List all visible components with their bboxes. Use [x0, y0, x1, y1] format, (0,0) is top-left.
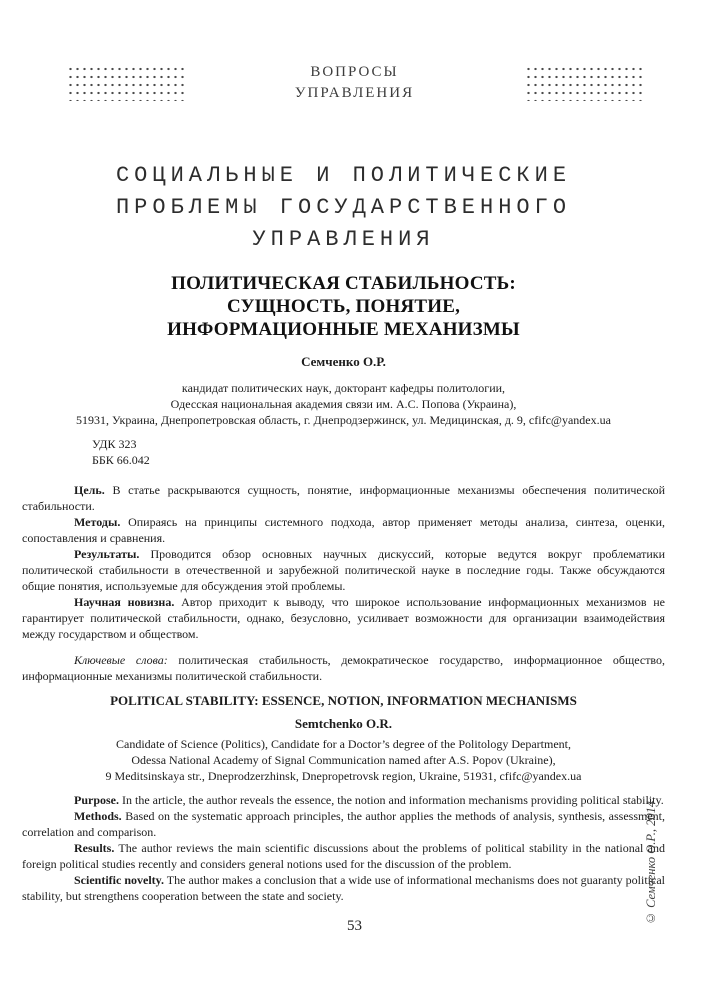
abstract-lead: Scientific novelty. — [74, 873, 164, 887]
section-title-line: ПРОБЛЕМЫ ГОСУДАРСТВЕННОГО — [115, 195, 572, 220]
journal-header — [0, 0, 709, 104]
abstract-lead: Цель. — [74, 483, 105, 497]
abstract-lead: Purpose. — [74, 793, 119, 807]
affiliation-line: 9 Meditsinskaya str., Dneprodzerzhinsk, Dnepropetrovsk region, Ukraine, 51931, cfifc@yandex.ua — [105, 769, 582, 783]
article-content — [0, 160, 709, 904]
bbk-code: ББК 66.042 — [92, 453, 150, 467]
affiliation-line: кандидат политических наук, докторант кафедры политологии, — [181, 381, 506, 395]
abstract-text: Опираясь на принципы системного подхода, автор применяет методы анализа, синтеза, оценки, сопоставления и сравнения. — [22, 515, 665, 545]
affiliation-line: Candidate of Science (Politics), Candidate for a Doctor’s degree of the Politology Department, — [116, 737, 571, 751]
abstract-paragraph-purpose-en — [22, 792, 665, 808]
keywords-label: Ключевые слова: — [74, 653, 168, 667]
article-title-en: POLITICAL STABILITY: ESSENCE, NOTION, INFORMATION MECHANISMS — [110, 693, 577, 708]
abstract-lead: Methods. — [74, 809, 122, 823]
author-en: Semtchenko O.R. — [294, 716, 393, 731]
abstract-text: В статье раскрываются сущность, понятие, информационные механизмы обеспечения политической стабильности. — [22, 483, 666, 513]
affiliation-en — [22, 736, 665, 784]
udk-code: УДК 323 — [92, 437, 137, 451]
author-ru: Семченко О.Р. — [301, 354, 386, 369]
journal-title-line2: УПРАВЛЕНИЯ — [294, 85, 415, 101]
keywords-text: политическая стабильность, демократическое государство, информационное общество, информационные механизмы политической стабильности. — [22, 653, 666, 683]
keywords-ru — [22, 652, 665, 684]
abstract-lead: Результаты. — [74, 547, 140, 561]
section-title-line: СОЦИАЛЬНЫЕ И ПОЛИТИЧЕСКИЕ — [115, 163, 572, 188]
abstract-paragraph-results-ru — [22, 546, 665, 594]
affiliation-ru — [22, 380, 665, 428]
abstract-lead: Методы. — [74, 515, 121, 529]
abstract-paragraph-results-en — [22, 840, 665, 872]
abstract-lead: Results. — [74, 841, 115, 855]
section-title — [22, 160, 665, 256]
affiliation-line: Одесская национальная академия связи им. А.С. Попова (Украина), — [170, 397, 517, 411]
section-title-line: УПРАВЛЕНИЯ — [252, 227, 435, 252]
abstract-text: Автор приходит к выводу, что широкое использование информационных механизмов не гарантирует политической стабильности, однако, безусловно, усиливает возможности для организации взаимодействия между государством и обществом. — [22, 595, 665, 641]
copyright-vertical: © Семченко О.Р., 2014 — [644, 800, 658, 925]
abstract-paragraph-novelty-ru — [22, 594, 665, 642]
dot-pattern-right — [524, 64, 643, 101]
affiliation-line: Odessa National Academy of Signal Communication named after A.S. Popov (Ukraine), — [131, 753, 556, 767]
journal-title-line1: ВОПРОСЫ — [310, 64, 399, 80]
abstract-text: Проводится обзор основных научных дискуссий, которые ведутся вокруг проблематики политической стабильности в отечественной и зарубежной политической науке в последние годы. Также обсуждаются общие понятия, используемые для обсуждения этой проблемы. — [22, 547, 666, 593]
article-title-line: ИНФОРМАЦИОННЫЕ МЕХАНИЗМЫ — [167, 319, 520, 340]
abstract-en — [22, 792, 665, 904]
abstract-paragraph-methods-en — [22, 808, 665, 840]
abstract-paragraph-methods-ru — [22, 514, 665, 546]
dot-pattern-left — [66, 64, 185, 101]
article-title-line: ПОЛИТИЧЕСКАЯ СТАБИЛЬНОСТЬ: — [171, 273, 516, 294]
article-title-ru — [22, 272, 665, 341]
abstract-paragraph-novelty-en — [22, 872, 665, 904]
page-number: 53 — [347, 918, 362, 934]
abstract-lead: Научная новизна. — [74, 595, 175, 609]
journal-title — [295, 62, 414, 104]
abstract-text: In the article, the author reveals the essence, the notion and information mechanisms providing political stability. — [122, 793, 664, 807]
abstract-text: Based on the systematic approach principles, the author applies the methods of analysis, synthesis, assessment, correlation and comparison. — [22, 809, 666, 839]
affiliation-line: 51931, Украина, Днепропетровская область, г. Днепродзержинск, ул. Медицинская, д. 9, cfifc@yandex.ua — [76, 413, 611, 427]
abstract-text: The author makes a conclusion that a wide use of informational mechanisms does not guaranty political stability, but strengthens cooperation between the state and society. — [22, 873, 665, 903]
abstract-text: The author reviews the main scientific discussions about the problems of political stability in the national and foreign political studies recently and considers general notions used for the discussion of the problem. — [22, 841, 665, 871]
abstract-ru — [22, 482, 665, 642]
article-title-line: СУЩНОСТЬ, ПОНЯТИЕ, — [226, 296, 461, 317]
classification-codes — [92, 436, 665, 468]
abstract-paragraph-purpose-ru — [22, 482, 665, 514]
